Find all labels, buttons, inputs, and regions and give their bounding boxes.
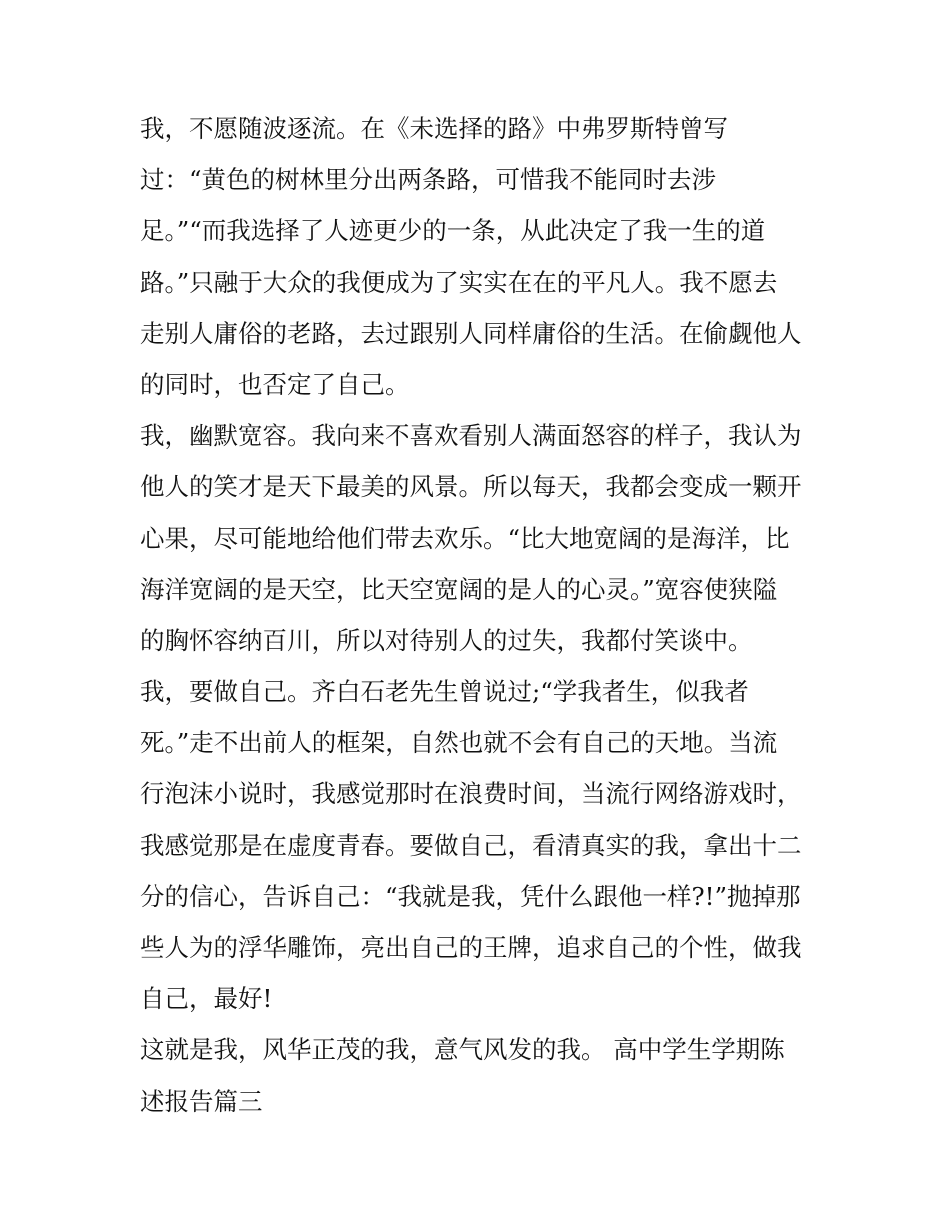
text-line: 路。”只融于大众的我便成为了实实在在的平凡人。我不愿去: [140, 267, 778, 297]
text-line: 走别人庸俗的老路，去过跟别人同样庸俗的生活。在偷觑他人: [140, 318, 802, 348]
text-line: 我感觉那是在虚度青春。要做自己，看清真实的我，拿出十二: [140, 830, 802, 860]
text-line: 些人为的浮华雕饰，亮出自己的王牌，追求自己的个性，做我: [140, 933, 802, 962]
text-line: 海洋宽阔的是天空，比天空宽阔的是人的心灵。”宽容使狭隘: [140, 574, 778, 604]
text-line: 行泡沫小说时，我感觉那时在浪费时间，当流行网络游戏时，: [140, 779, 802, 809]
text-line: 我，幽默宽容。我向来不喜欢看别人满面怒容的样子，我认为: [140, 421, 802, 451]
text-line: 分的信心，告诉自己：“我就是我，凭什么跟他一样?!”抛掉那: [140, 881, 801, 911]
text-line: 自己，最好!: [140, 984, 273, 1014]
text-line: 过：“黄色的树林里分出两条路，可惜我不能同时去涉: [140, 165, 717, 195]
text-line: 这就是我，风华正茂的我，意气风发的我。 高中学生学期陈: [140, 1035, 785, 1065]
text-line: 述报告篇三: [140, 1086, 263, 1116]
essay-body: [140, 103, 820, 1127]
text-line: 心果，尽可能地给他们带去欢乐。“比大地宽阔的是海洋，比: [140, 523, 790, 553]
text-line: 我，要做自己。齐白石老先生曾说过;“学我者生，似我者: [140, 677, 749, 707]
text-line: 的同时，也否定了自己。: [140, 369, 410, 399]
text-line: 足。”“而我选择了人迹更少的一条，从此决定了我一生的道: [140, 216, 766, 246]
text-line: 我，不愿随波逐流。在《未选择的路》中弗罗斯特曾写: [140, 114, 728, 143]
text-line: 的胸怀容纳百川，所以对待别人的过失，我都付笑谈中。: [140, 625, 753, 655]
text-line: 他人的笑才是天下最美的风景。所以每天，我都会变成一颗开: [140, 472, 802, 502]
text-line: 死。”走不出前人的框架，自然也就不会有自己的天地。当流: [140, 728, 778, 758]
